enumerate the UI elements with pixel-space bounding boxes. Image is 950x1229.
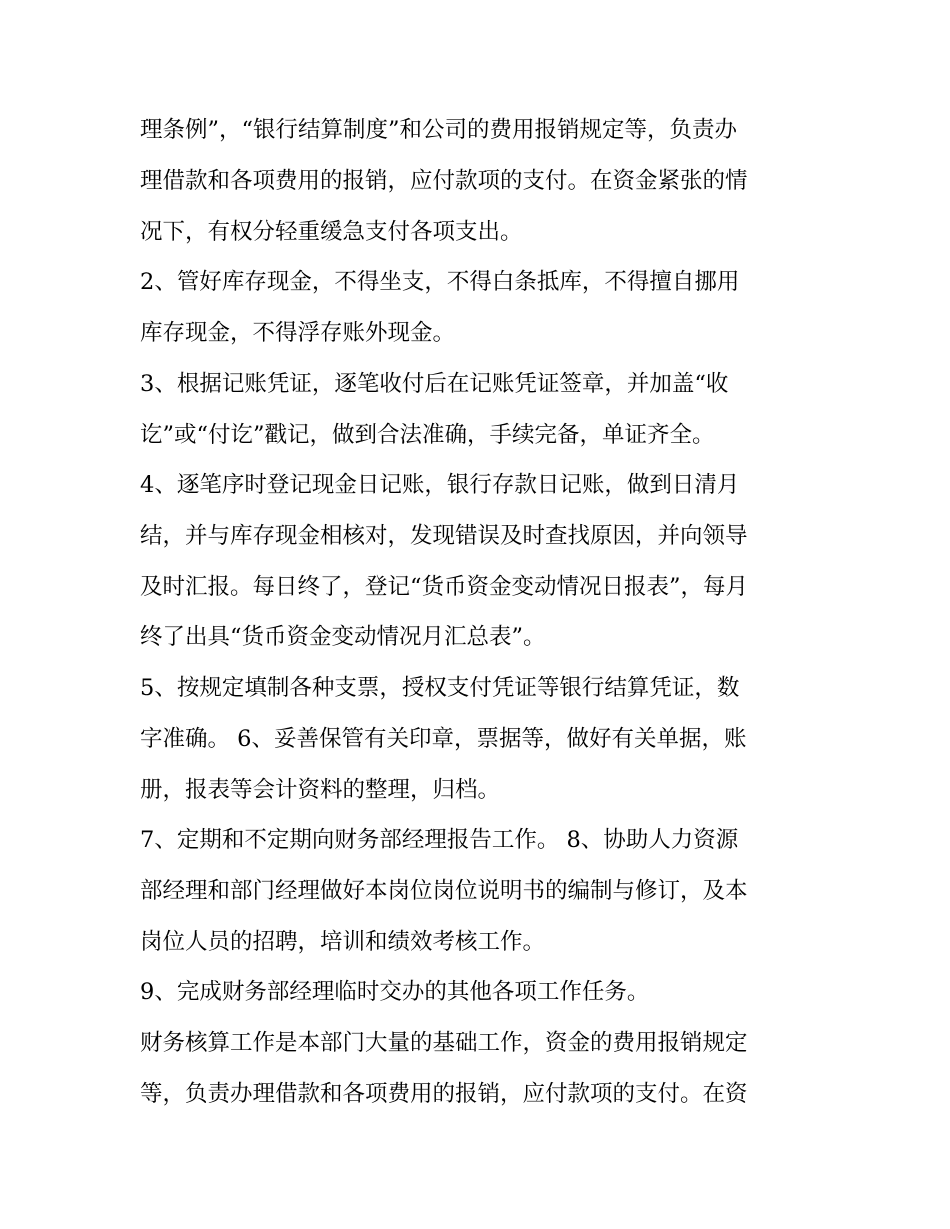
text-line: 结，并与库存现金相核对，发现错误及时查找原因，并向领导 <box>140 523 748 549</box>
text-line: 部经理和部门经理做好本岗位岗位说明书的编制与修订，及本 <box>140 878 748 904</box>
text-line: 及时汇报。每日终了，登记“货币资金变动情况日报表”，每月 <box>140 574 749 600</box>
text-line: 岗位人员的招聘，培训和绩效考核工作。 <box>140 929 546 955</box>
text-line: 理条例”，“银行结算制度”和公司的费用报销规定等，负责办 <box>140 117 738 143</box>
text-line: 5、按规定填制各种支票，授权支付凭证等银行结算凭证，数 <box>140 675 740 701</box>
text-line: 9、完成财务部经理临时交办的其他各项工作任务。 <box>140 979 650 1005</box>
text-line: 终了出具“货币资金变动情况月汇总表”。 <box>140 624 546 650</box>
text-line: 4、逐笔序时登记现金日记账，银行存款日记账，做到日清月 <box>140 472 740 498</box>
text-line: 况下，有权分轻重缓急支付各项支出。 <box>140 219 523 245</box>
text-line: 册，报表等会计资料的整理，归档。 <box>140 777 501 803</box>
text-line: 字准确。 6、妥善保管有关印章，票据等，做好有关单据，账 <box>140 726 747 752</box>
text-line: 2、管好库存现金，不得坐支，不得白条抵库，不得擅自挪用 <box>140 269 740 295</box>
text-line: 等，负责办理借款和各项费用的报销，应付款项的支付。在资 <box>140 1081 748 1107</box>
text-line: 7、定期和不定期向财务部经理报告工作。 8、协助人力资源 <box>140 827 739 853</box>
text-line: 库存现金，不得浮存账外现金。 <box>140 320 456 346</box>
text-line: 财务核算工作是本部门大量的基础工作，资金的费用报销规定 <box>140 1030 748 1056</box>
text-line: 3、根据记账凭证，逐笔收付后在记账凭证签章，并加盖“收 <box>140 371 729 397</box>
text-line: 讫”或“付讫”戳记，做到合法准确，手续完备，单证齐全。 <box>140 422 715 448</box>
text-line: 理借款和各项费用的报销，应付款项的支付。在资金紧张的情 <box>140 168 748 194</box>
